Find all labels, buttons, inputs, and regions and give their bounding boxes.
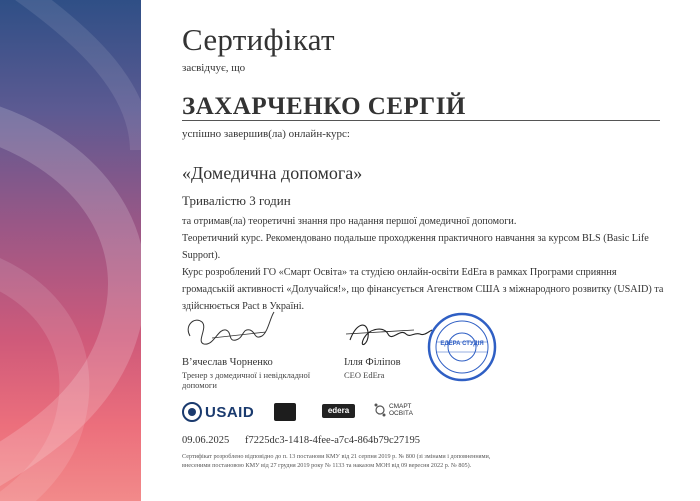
body-line: Support). <box>182 250 221 261</box>
signature-chornenko <box>182 308 282 353</box>
certificate-title: Сертифікат <box>182 22 335 57</box>
gain-logo-icon <box>274 403 296 421</box>
legal-note: Сертифікат розроблено відповідно до п. 13 постанови КМУ від 21 серпня 2019 р. № 800 (зі змінами і доповненнями, внесеними постановою КМУ від 27 грудня 2019 року № 1133 та наказом МОН від 09 вересня 2022 р. № 805). <box>182 453 491 469</box>
smart-osvita-icon <box>373 402 387 418</box>
body-line: та отримав(ла) теоретичні знання про надання першої домедичної допомоги. <box>182 216 517 227</box>
usaid-seal-icon <box>182 402 202 422</box>
certificate-body <box>182 213 670 315</box>
decorative-gradient-panel <box>0 0 141 501</box>
completed-text: успішно завершив(ла) онлайн-курс: <box>182 128 350 140</box>
course-duration: Тривалістю 3 годин <box>182 193 291 208</box>
name-underline <box>182 120 660 121</box>
body-line: Теоретичний курс. Рекомендовано подальше проходження практичного навчання за курсом BLS (Basic Life <box>182 233 649 244</box>
official-stamp <box>427 312 497 382</box>
stamp-text: ЕДЕРА СТУДІЯ <box>440 341 484 347</box>
certifies-text: засвідчує, що <box>182 62 246 74</box>
signatory-2-name: Ілля Філіпов <box>344 357 401 368</box>
recipient-name: ЗАХАРЧЕНКО СЕРГІЙ <box>182 93 466 120</box>
body-line: громадській активності «Долучайся!», що фінансується Агенством США з міжнародного розвитку (USAID) та <box>182 284 664 295</box>
body-line: Курс розроблений ГО «Смарт Освіта» та студією онлайн-освіти EdEra в рамках Програми сприяння <box>182 267 617 278</box>
course-title: «Домедична допомога» <box>182 163 363 183</box>
decorative-curves <box>0 0 141 501</box>
body-line: здійснюється Pact в Україні. <box>182 301 305 312</box>
signatory-1-role: Тренер з домедичної і невідкладної допомоги <box>182 370 311 390</box>
edera-logo: edera <box>322 404 355 418</box>
certificate-code: f7225dc3-1418-4fee-a7c4-864b79c27195 <box>245 435 420 446</box>
smart-osvita-wordmark: СМАРТ ОСВІТА <box>389 403 413 417</box>
usaid-wordmark: USAID <box>205 403 255 421</box>
smart-osvita-logo <box>373 402 413 418</box>
signature-filipov <box>344 314 434 354</box>
issue-date: 09.06.2025 <box>182 435 230 446</box>
signatory-1-name: В’ячеслав Чорненко <box>182 357 273 368</box>
signatory-2-role: CEO EdEra <box>344 370 385 380</box>
usaid-logo <box>182 402 254 422</box>
